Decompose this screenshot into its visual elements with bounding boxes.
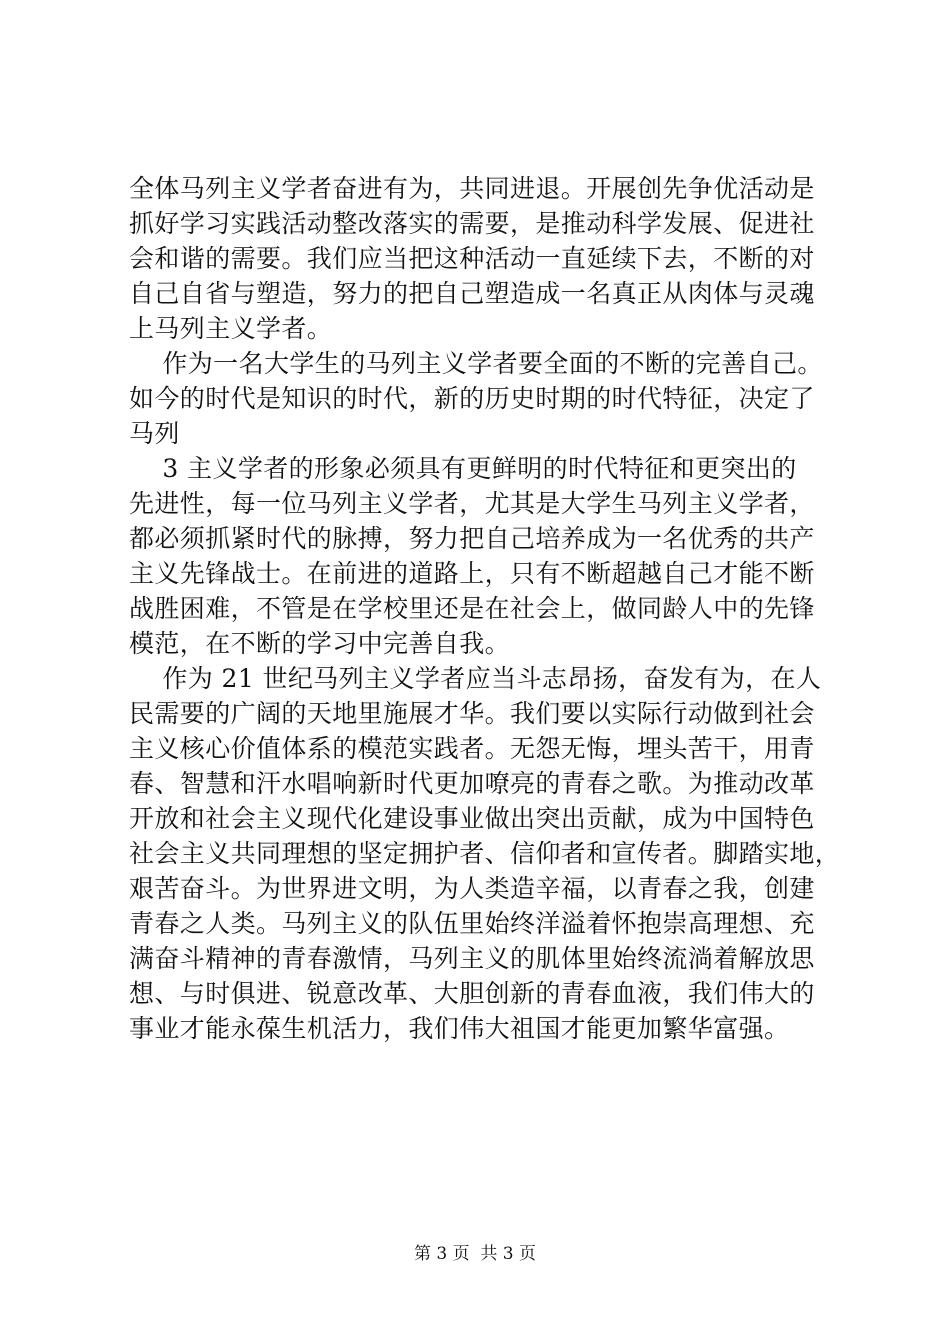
text-line: 会和谐的需要。我们应当把这种活动一直延续下去，不断的对 [129, 244, 815, 273]
text-line: 3 主义学者的形象必须具有更鲜明的时代特征和更突出的 [129, 454, 797, 483]
text-line: 主义核心价值体系的模范实践者。无怨无悔，埋头苦干，用青 [129, 734, 815, 763]
text-line: 都必须抓紧时代的脉搏，努力把自己培养成为一名优秀的共产 [129, 524, 815, 553]
text-line: 抓好学习实践活动整改落实的需要，是推动科学发展、促进社 [129, 209, 815, 238]
document-body [129, 171, 849, 1046]
text-line: 马列 [129, 419, 180, 448]
text-line: 模范，在不断的学习中完善自我。 [129, 629, 511, 658]
text-line: 民需要的广阔的天地里施展才华。我们要以实际行动做到社会 [129, 699, 815, 728]
text-line: 事业才能永葆生机活力，我们伟大祖国才能更加繁华富强。 [129, 1014, 790, 1043]
text-line: 先进性，每一位马列主义学者，尤其是大学生马列主义学者， [129, 489, 815, 518]
text-line: 青春之人类。马列主义的队伍里始终洋溢着怀抱崇高理想、充 [129, 909, 815, 938]
text-line: 满奋斗精神的青春激情，马列主义的肌体里始终流淌着解放思 [129, 944, 815, 973]
text-line: 想、与时俱进、锐意改革、大胆创新的青春血液，我们伟大的 [129, 979, 815, 1008]
text-line: 开放和社会主义现代化建设事业做出突出贡献，成为中国特色 [129, 804, 815, 833]
text-line: 主义先锋战士。在前进的道路上，只有不断超越自己才能不断 [129, 559, 815, 588]
text-line: 战胜困难，不管是在学校里还是在社会上，做同龄人中的先锋 [129, 594, 815, 623]
text-line: 社会主义共同理想的坚定拥护者、信仰者和宣传者。脚踏实地， [129, 839, 841, 868]
text-line: 作为一名大学生的马列主义学者要全面的不断的完善自己。 [129, 349, 823, 378]
text-line: 上马列主义学者。 [129, 314, 333, 343]
text-line: 春、智慧和汗水唱响新时代更加嘹亮的青春之歌。为推动改革 [129, 769, 815, 798]
page-number-footer: 第 3 页 共 3 页 [413, 1244, 537, 1264]
text-line: 全体马列主义学者奋进有为，共同进退。开展创先争优活动是 [129, 174, 815, 203]
text-line: 作为 21 世纪马列主义学者应当斗志昂扬，奋发有为，在人 [129, 664, 822, 693]
text-line: 如今的时代是知识的时代，新的历史时期的时代特征，决定了 [129, 384, 815, 413]
text-line: 艰苦奋斗。为世界进文明，为人类造辛福，以青春之我，创建 [129, 874, 815, 903]
text-line: 自己自省与塑造，努力的把自己塑造成一名真正从肉体与灵魂 [129, 279, 815, 308]
